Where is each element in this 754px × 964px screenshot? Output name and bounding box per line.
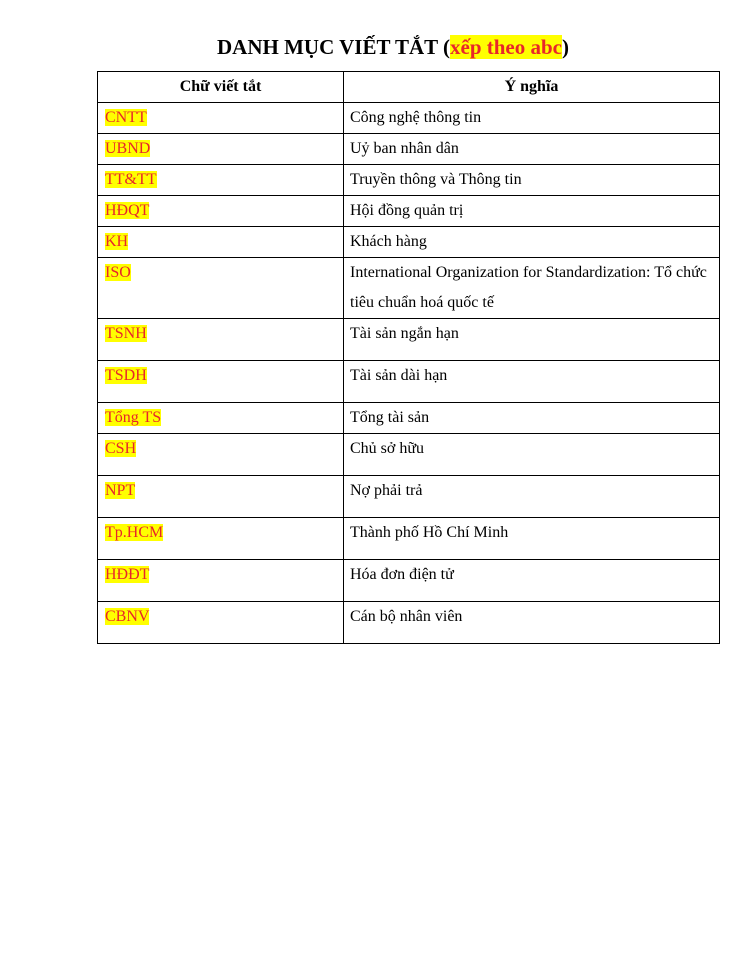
abbr-cell <box>98 227 344 258</box>
meaning-cell: Truyền thông và Thông tin <box>344 165 720 196</box>
title-prefix: DANH MỤC VIẾT TẮT ( <box>217 35 450 59</box>
abbr-cell <box>98 134 344 165</box>
abbr-text: TSNH <box>105 325 147 342</box>
title-highlight: xếp theo abc <box>450 35 562 59</box>
table-row <box>98 227 720 258</box>
abbr-cell <box>98 403 344 434</box>
meaning-cell: Công nghệ thông tin <box>344 103 720 134</box>
meaning-cell: International Organization for Standardization: Tổ chức tiêu chuẩn hoá quốc tế <box>344 258 720 319</box>
abbr-cell <box>98 476 344 518</box>
meaning-cell: Tổng tài sản <box>344 403 720 434</box>
abbr-text: KH <box>105 233 129 250</box>
abbreviation-table <box>97 71 720 644</box>
table-row <box>98 476 720 518</box>
abbr-cell <box>98 518 344 560</box>
table-row <box>98 196 720 227</box>
table-row <box>98 602 720 644</box>
table-row <box>98 258 720 319</box>
abbr-text: TT&TT <box>105 171 157 188</box>
table-row <box>98 434 720 476</box>
meaning-cell: Chủ sở hữu <box>344 434 720 476</box>
meaning-cell: Uỷ ban nhân dân <box>344 134 720 165</box>
meaning-cell: Khách hàng <box>344 227 720 258</box>
abbr-cell <box>98 602 344 644</box>
abbr-cell <box>98 165 344 196</box>
table-row <box>98 319 720 361</box>
abbr-cell <box>98 560 344 602</box>
abbr-cell <box>98 196 344 227</box>
table-row <box>98 403 720 434</box>
meaning-cell: Tài sản dài hạn <box>344 361 720 403</box>
abbr-text: HĐĐT <box>105 566 150 583</box>
table-row <box>98 134 720 165</box>
abbr-text: CSH <box>105 440 137 457</box>
abbr-text: Tổng TS <box>105 409 162 426</box>
abbr-text: UBND <box>105 140 151 157</box>
table-row <box>98 361 720 403</box>
abbr-text: NPT <box>105 482 136 499</box>
abbr-text: CNTT <box>105 109 147 126</box>
meaning-cell: Thành phố Hồ Chí Minh <box>344 518 720 560</box>
abbr-text: Tp.HCM <box>105 524 164 541</box>
meaning-cell: Hóa đơn điện tử <box>344 560 720 602</box>
table-header-row <box>98 72 720 103</box>
abbr-text: CBNV <box>105 608 150 625</box>
header-meaning: Ý nghĩa <box>344 72 720 103</box>
abbr-cell <box>98 103 344 134</box>
abbr-text: HĐQT <box>105 202 150 219</box>
title-suffix: ) <box>562 35 569 59</box>
abbr-cell <box>98 361 344 403</box>
abbr-cell <box>98 319 344 361</box>
table-row <box>98 165 720 196</box>
abbr-cell <box>98 434 344 476</box>
meaning-cell: Hội đồng quản trị <box>344 196 720 227</box>
abbr-text: TSDH <box>105 367 147 384</box>
meaning-cell: Tài sản ngắn hạn <box>344 319 720 361</box>
header-abbreviation: Chữ viết tắt <box>98 72 344 103</box>
abbr-cell <box>98 258 344 319</box>
page-title <box>0 33 754 61</box>
meaning-cell: Nợ phải trả <box>344 476 720 518</box>
abbr-text: ISO <box>105 264 131 281</box>
table-row <box>98 560 720 602</box>
table-row <box>98 518 720 560</box>
table-row <box>98 103 720 134</box>
meaning-cell: Cán bộ nhân viên <box>344 602 720 644</box>
